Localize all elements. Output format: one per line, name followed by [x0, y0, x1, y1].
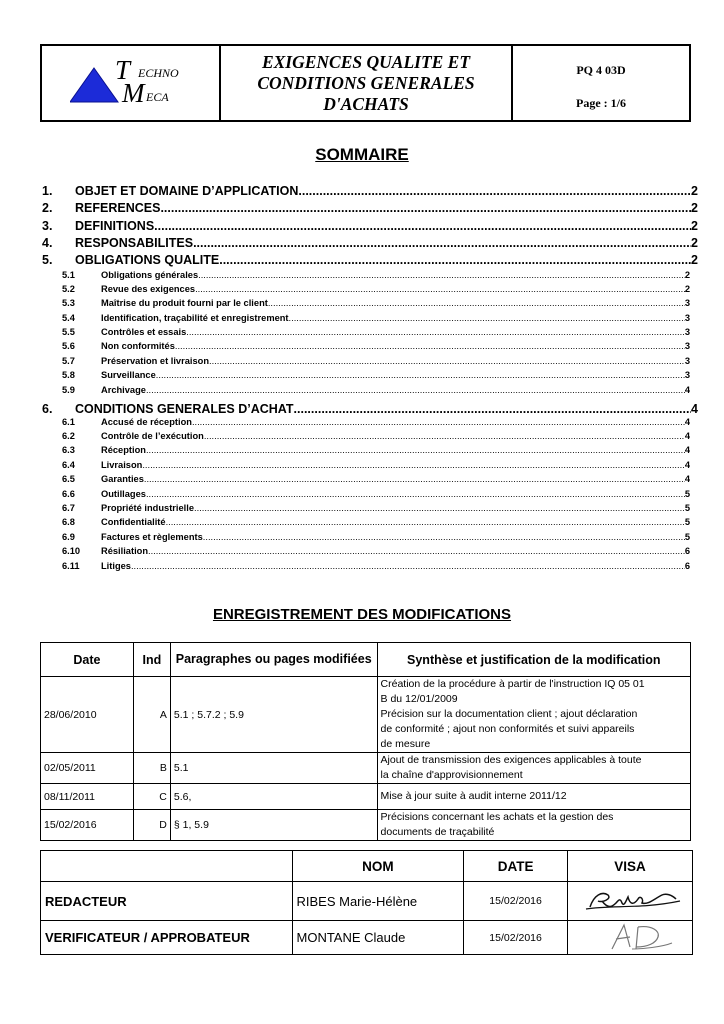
toc-entry-number: 6.5: [62, 474, 75, 484]
toc-dot-leader: [194, 503, 685, 513]
modification-synthesis: [377, 810, 690, 841]
column-header-date: Date: [41, 643, 134, 677]
column-header-ind: Ind: [133, 643, 170, 677]
toc-dot-leader: [156, 370, 685, 380]
toc-entry[interactable]: [62, 460, 690, 474]
toc-dot-leader: [192, 417, 685, 427]
toc-dot-leader: [154, 219, 691, 233]
table-header-row: [41, 643, 691, 677]
person-name: RIBES Marie-Hélène: [292, 882, 464, 921]
logo-letter-m: M: [122, 78, 145, 108]
toc-dot-leader: [193, 236, 691, 250]
toc-entry-title: Préservation et livraison: [101, 356, 209, 366]
toc-entry-title: DEFINITIONS: [75, 219, 155, 233]
toc-entry-number: 6.2: [62, 431, 75, 441]
modification-date: 08/11/2011: [41, 784, 134, 810]
toc-entry-number: 5.5: [62, 327, 75, 337]
toc-entry-title: Archivage: [101, 385, 146, 395]
document-ref: PQ 4 03D: [576, 63, 626, 77]
synthesis-line: Précisions concernant les achats et la gestion des: [380, 811, 614, 823]
toc-entry-number: 6.9: [62, 532, 75, 542]
toc-entry-number: 5.9: [62, 385, 75, 395]
toc-entry-title: Revue des exigences: [101, 284, 196, 294]
toc-entry[interactable]: [42, 253, 698, 270]
empty-header-cell: [41, 851, 293, 882]
toc-entry-page: 3: [684, 298, 690, 308]
toc-entry-page: 3: [684, 341, 690, 351]
toc-entry-number: 5.4: [62, 313, 75, 323]
toc-entry-number: 5.2: [62, 284, 75, 294]
toc-entry-page: 3: [684, 370, 690, 380]
column-header-date: DATE: [464, 851, 568, 882]
toc-entry-number: 5.: [42, 253, 53, 267]
modification-row: [41, 677, 691, 753]
toc-entry[interactable]: [62, 370, 690, 384]
toc-entry[interactable]: [42, 236, 698, 253]
toc-entry-page: 4: [684, 385, 690, 395]
toc-entry[interactable]: [62, 445, 690, 459]
modification-synthesis: [377, 677, 690, 753]
column-header-nom: NOM: [292, 851, 464, 882]
toc-entry-page: 4: [684, 445, 690, 455]
toc-entry[interactable]: [62, 284, 690, 298]
toc-dot-leader: [198, 270, 685, 280]
toc-entry-page: 2: [691, 201, 698, 215]
toc-entry-title: RESPONSABILITES: [75, 236, 194, 250]
title-line: CONDITIONS GENERALES: [257, 72, 475, 93]
toc-entry-page: 6: [684, 561, 690, 571]
title-line: EXIGENCES QUALITE ET: [261, 51, 471, 72]
toc-dot-leader: [209, 356, 685, 366]
toc-entry-title: Réception: [101, 445, 146, 455]
modification-paragraphs: 5.6,: [170, 784, 377, 810]
document-reference-cell: [513, 46, 689, 120]
toc-entry-page: 6: [684, 546, 690, 556]
toc-entry[interactable]: [62, 327, 690, 341]
signature-row-redacteur: [41, 882, 693, 921]
modifications-table: [40, 642, 691, 841]
modification-paragraphs: § 1, 5.9: [170, 810, 377, 841]
synthesis-line: documents de traçabilité: [380, 826, 495, 838]
synthesis-line: de mesure: [380, 738, 431, 750]
toc-entry-title: Résiliation: [101, 546, 149, 556]
modification-index: D: [133, 810, 170, 841]
toc-dot-leader: [289, 313, 685, 323]
toc-entry-number: 5.1: [62, 270, 75, 280]
toc-entry[interactable]: [62, 385, 690, 399]
toc-entry-title: Litiges: [101, 561, 131, 571]
synthesis-line: de conformité ; ajout non conformités et suivi appareils: [380, 723, 635, 735]
person-name: MONTANE Claude: [292, 921, 464, 955]
toc-entry-number: 5.7: [62, 356, 75, 366]
modification-index: B: [133, 753, 170, 784]
modification-date: 02/05/2011: [41, 753, 134, 784]
modification-synthesis: [377, 753, 690, 784]
toc-dot-leader: [146, 385, 685, 395]
toc-entry-number: 6.8: [62, 517, 75, 527]
toc-entry-number: 6.3: [62, 445, 75, 455]
handwritten-signature-ribes-icon: [572, 885, 682, 915]
toc-dot-leader: [204, 431, 685, 441]
toc-entry-page: 4: [684, 460, 690, 470]
toc-entry-title: Surveillance: [101, 370, 156, 380]
toc-entry[interactable]: [62, 517, 690, 531]
toc-entry[interactable]: [42, 219, 698, 236]
toc-entry[interactable]: [62, 341, 690, 355]
toc-entry-title: Propriété industrielle: [101, 503, 194, 513]
logo-triangle-icon: [70, 66, 120, 104]
toc-dot-leader: [166, 517, 685, 527]
toc-entry[interactable]: [62, 503, 690, 517]
signature-row-verificateur: [41, 921, 693, 955]
toc-entry-title: OBLIGATIONS QUALITE: [75, 253, 220, 267]
toc-dot-leader: [294, 402, 692, 416]
toc-entry[interactable]: [62, 356, 690, 370]
column-header-synthesis: Synthèse et justification de la modification: [377, 643, 690, 677]
toc-entry-number: 6.7: [62, 503, 75, 513]
toc-entry-number: 5.3: [62, 298, 75, 308]
toc-entry-page: 4: [684, 474, 690, 484]
modification-index: A: [133, 677, 170, 753]
synthesis-line: Création de la procédure à partir de l'instruction IQ 05 01: [380, 678, 645, 690]
modification-row: [41, 753, 691, 784]
toc-dot-leader: [268, 298, 685, 308]
modification-date: 28/06/2010: [41, 677, 134, 753]
toc-dot-leader: [203, 532, 685, 542]
logo-eca: ECA: [146, 90, 169, 104]
toc-entry-title: Maîtrise du produit fourni par le client: [101, 298, 268, 308]
toc-entry-page: 2: [684, 284, 690, 294]
toc-entry-page: 5: [684, 532, 690, 542]
column-header-paragraphs: Paragraphes ou pages modifiées: [170, 643, 377, 677]
modification-paragraphs: 5.1: [170, 753, 377, 784]
toc-entry-title: Contrôles et essais: [101, 327, 187, 337]
signature-date: 15/02/2016: [464, 921, 568, 955]
signature-table: [40, 850, 693, 955]
toc-entry-title: Livraison: [101, 460, 143, 470]
synthesis-line: Précision sur la documentation client ; ajout déclaration: [380, 708, 638, 720]
document-title: [221, 46, 513, 120]
toc-dot-leader: [195, 284, 685, 294]
toc-entry-title: Non conformités: [101, 341, 175, 351]
company-logo: [42, 46, 221, 120]
role-label: REDACTEUR: [41, 882, 293, 921]
toc-entry-title: CONDITIONS GENERALES D’ACHAT: [75, 402, 294, 416]
toc-entry[interactable]: [62, 532, 690, 546]
modification-date: 15/02/2016: [41, 810, 134, 841]
toc-entry-page: 2: [691, 219, 698, 233]
modification-row: [41, 784, 691, 810]
toc-entry-title: REFERENCES: [75, 201, 161, 215]
toc-entry-number: 5.8: [62, 370, 75, 380]
toc-dot-leader: [298, 184, 691, 198]
toc-entry-page: 2: [691, 253, 698, 267]
toc-entry-title: Confidentialité: [101, 517, 166, 527]
signature-date: 15/02/2016: [464, 882, 568, 921]
toc-entry-title: Outillages: [101, 489, 146, 499]
role-label: VERIFICATEUR / APPROBATEUR: [41, 921, 293, 955]
toc-entry-page: 3: [684, 356, 690, 366]
toc-entry-title: Garanties: [101, 474, 144, 484]
toc-entry[interactable]: [62, 417, 690, 431]
modification-row: [41, 810, 691, 841]
visa-signature: [568, 882, 693, 921]
synthesis-line: la chaîne d'approvisionnement: [380, 769, 523, 781]
toc-entry-page: 4: [684, 431, 690, 441]
toc-entry[interactable]: [62, 313, 690, 327]
toc-entry-page: 4: [691, 402, 698, 416]
toc-entry-number: 6.11: [62, 561, 80, 571]
modifications-heading: ENREGISTREMENT DES MODIFICATIONS: [212, 606, 512, 623]
synthesis-line: Mise à jour suite à audit interne 2011/12: [380, 790, 567, 802]
toc-dot-leader: [148, 546, 685, 556]
toc-entry[interactable]: [62, 431, 690, 445]
handwritten-signature-ad-icon: [572, 921, 682, 951]
visa-signature: [568, 921, 693, 955]
toc-entry-page: 2: [691, 184, 698, 198]
toc-entry[interactable]: [42, 201, 698, 218]
toc-entry-page: 4: [684, 417, 690, 427]
toc-entry-number: 6.4: [62, 460, 75, 470]
toc-entry-page: 2: [684, 270, 690, 280]
column-header-visa: VISA: [568, 851, 693, 882]
modification-index: C: [133, 784, 170, 810]
toc-dot-leader: [142, 460, 684, 470]
toc-entry-number: 6.: [42, 402, 53, 416]
modification-paragraphs: 5.1 ; 5.7.2 ; 5.9: [170, 677, 377, 753]
toc-dot-leader: [131, 561, 685, 571]
toc-entry[interactable]: [42, 184, 698, 201]
toc-entry-number: 3.: [42, 219, 53, 233]
toc-entry-page: 5: [684, 489, 690, 499]
toc-entry-title: Contrôle de l’exécution: [101, 431, 204, 441]
toc-entry-number: 6.6: [62, 489, 75, 499]
toc-entry[interactable]: [62, 298, 690, 312]
toc-entry-title: Obligations générales: [101, 270, 199, 280]
toc-entry-page: 5: [684, 517, 690, 527]
logo-echno: ECHNO: [138, 66, 179, 80]
toc-entry[interactable]: [62, 561, 690, 575]
toc-entry-number: 4.: [42, 236, 53, 250]
toc-entry-number: 5.6: [62, 341, 75, 351]
title-line: D'ACHATS: [323, 93, 409, 114]
toc-dot-leader: [186, 327, 685, 337]
toc-dot-leader: [175, 341, 685, 351]
toc-entry-page: 3: [684, 313, 690, 323]
page-number: Page : 1/6: [576, 96, 626, 110]
toc-dot-leader: [219, 253, 691, 267]
toc-dot-leader: [146, 445, 685, 455]
toc-entry-page: 2: [691, 236, 698, 250]
toc-entry-number: 6.1: [62, 417, 75, 427]
signature-header-row: [41, 851, 693, 882]
toc-entry[interactable]: [62, 270, 690, 284]
synthesis-line: B du 12/01/2009: [380, 693, 458, 705]
toc-entry-title: Factures et règlements: [101, 532, 203, 542]
toc-entry[interactable]: [62, 489, 690, 503]
synthesis-line: Ajout de transmission des exigences applicables à toute: [380, 754, 642, 766]
modification-synthesis: [377, 784, 690, 810]
toc-entry-number: 6.10: [62, 546, 81, 556]
toc-entry-title: Identification, traçabilité et enregistrement: [101, 313, 289, 323]
toc-entry-title: Accusé de réception: [101, 417, 192, 427]
toc-heading: SOMMAIRE: [315, 145, 409, 164]
toc-entry-title: OBJET ET DOMAINE D’APPLICATION: [75, 184, 299, 198]
toc-entry-number: 1.: [42, 184, 53, 198]
toc-dot-leader: [144, 474, 685, 484]
toc-entry-page: 3: [684, 327, 690, 337]
toc-entry[interactable]: [62, 474, 690, 488]
toc-entry[interactable]: [62, 546, 690, 560]
toc-dot-leader: [146, 489, 685, 499]
toc-entry-number: 2.: [42, 201, 53, 215]
logo-letter-t: T: [115, 55, 131, 85]
toc-entry-page: 5: [684, 503, 690, 513]
document-header: [40, 44, 691, 122]
toc-dot-leader: [160, 201, 691, 215]
